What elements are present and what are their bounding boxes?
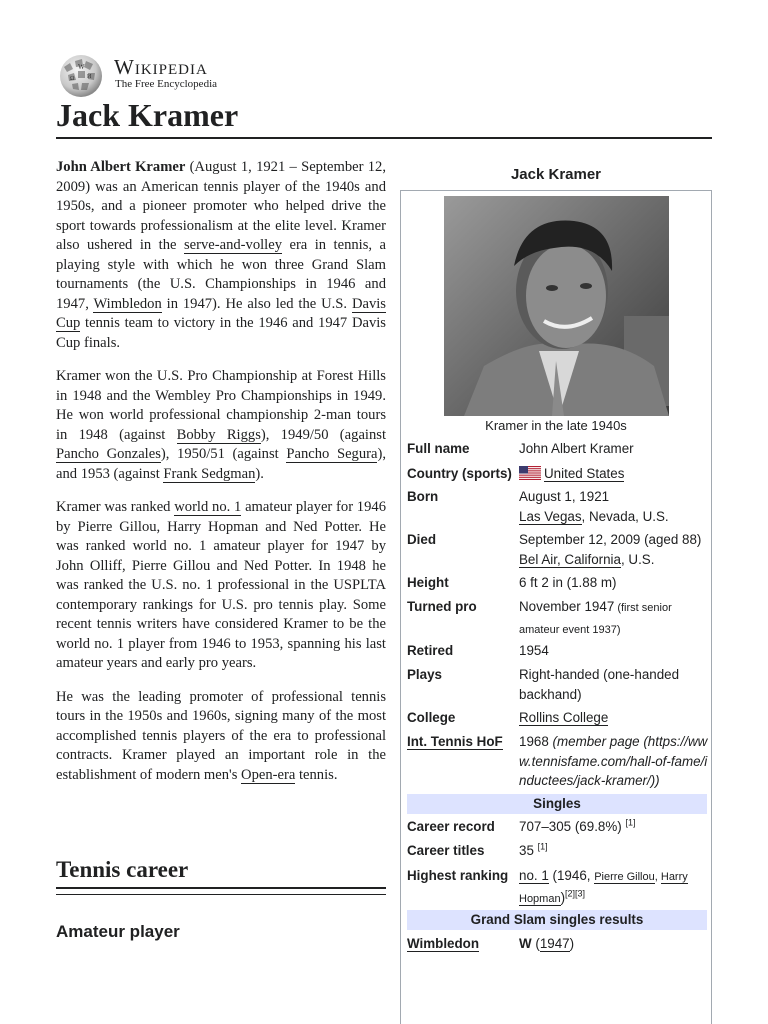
- link-rollins-college[interactable]: Rollins College: [519, 710, 609, 725]
- lead-name: John Albert Kramer: [56, 159, 186, 175]
- section-heading: Tennis career: [56, 857, 189, 882]
- article-body: [56, 158, 386, 799]
- band-grand-slam: Grand Slam singles results: [407, 910, 707, 930]
- wikipedia-globe-logo[interactable]: [56, 53, 106, 99]
- photo-caption: Kramer in the late 1940s: [485, 418, 627, 433]
- paragraph-promoter: He was the leading promoter of professional tennis tours in the 1950s and 1960s, signing many of the most accomplished tennis players of the era to professional contracts. Kramer played an important role in the establishment of modern men's Open-era tennis.: [56, 688, 386, 783]
- link-pancho-segura[interactable]: Pancho Segura: [286, 446, 378, 462]
- site-name: Wikipedia: [114, 55, 208, 79]
- band-singles: Singles: [407, 794, 707, 814]
- infobox: Kramer in the late 1940s Full name John Albert Kramer Country (sports) United States Born August 1, 1921 Las Vegas, Nevada, U.S. Died September 12, 2009 (aged 88) Bel Air, California, U.S. Height 6 ft 2 in (1.88 m) Turned pro November 1947 (first senior amateur event 1937) Retired 1954 Plays Right-handed (one-handed backhand) College Rollins College Int. Tennis HoF 1968 (member page (https://www.tennisfame.com/hall-of-fame/inductees/jack-kramer/)) Singles Career record 707–305 (69.8%) [1] Career titles 35 [1] Highest ranking no. 1 (1946, Pierre Gillou, Harry Hopman)[2][3] Grand Slam singles results Wimbledon W (1947): [400, 190, 712, 1024]
- link-member-page[interactable]: (member page (https://www.tennisfame.com/hall-of-fame/inductees/jack-kramer/)): [519, 734, 708, 788]
- subsection-heading: Amateur player: [56, 922, 180, 941]
- link-open-era[interactable]: Open-era: [241, 766, 296, 783]
- site-tagline: The Free Encyclopedia: [115, 78, 218, 90]
- link-world-no-1[interactable]: world no. 1: [174, 499, 242, 515]
- paragraph-rankings: Kramer was ranked world no. 1 amateur player for 1946 by Pierre Gillou, Harry Hopman and Ned Potter. He was ranked world no. 1 amateur player for 1947 by John Olliff, Pierre Gillou and Ned Potter. In 1948 he was ranked the U.S. no. 1 professional in the USPLTA contemporary rankings for U.S. pro tennis play. Some recent tennis writers have considered Kramer to be the world no. 1 player from 1946 to 1953, spanning his last amateur years and early pro years.: [56, 499, 386, 671]
- link-wimbledon-1947[interactable]: 1947: [539, 936, 570, 951]
- ref-link[interactable]: [1]: [625, 817, 636, 828]
- link-bobby-riggs[interactable]: Bobby Riggs: [176, 426, 261, 443]
- link-wimbledon[interactable]: Wimbledon: [93, 295, 162, 312]
- section-divider: [56, 887, 386, 889]
- link-int-tennis-hof[interactable]: Int. Tennis HoF: [407, 734, 503, 749]
- title-divider: [56, 137, 712, 139]
- lead-paragraph: John Albert Kramer (August 1, 1921 – September 12, 2009) was an American tennis player of the 1940s and 1950s, and a pioneer promoter who helped drive the sport towards professionalism at the elite level. Kramer also ushered in the serve-and-volley era in tennis, a playing style with which he won three Grand Slam tournaments (the U.S. Championships in 1946 and 1947, Wimbledon in 1947). He also led the U.S. Davis Cup tennis team to victory in the 1946 and 1947 Davis Cup finals.: [56, 159, 387, 351]
- section-tennis-career: [56, 855, 386, 895]
- link-serve-and-volley[interactable]: serve-and-volley: [183, 237, 282, 253]
- link-las-vegas[interactable]: Las Vegas: [519, 508, 582, 524]
- link-harry-hopman[interactable]: Harry Hopman: [519, 871, 688, 905]
- wikipedia-wordmark[interactable]: [114, 56, 217, 91]
- ref-link[interactable]: [2][3]: [565, 888, 586, 899]
- link-frank-sedgman[interactable]: Frank Sedgman: [163, 465, 256, 482]
- link-no-1[interactable]: no. 1: [519, 868, 549, 883]
- paragraph-pro-career: Kramer won the U.S. Pro Championship at Forest Hills in 1948 and the Wembley Pro Championships in 1949. He won world professional championship 2-man tours in 1948 (against Bobby Riggs), 1949/50 (against Pancho Gonzales), 1950/51 (against Pancho Segura), and 1953 (against Frank Sedgman).: [56, 368, 387, 482]
- link-pierre-gillou[interactable]: Pierre Gillou: [594, 871, 655, 883]
- us-flag-icon: [519, 466, 541, 480]
- portrait-photo[interactable]: [444, 196, 669, 416]
- section-divider-thin: [56, 894, 386, 895]
- link-davis-cup[interactable]: Davis Cup: [56, 295, 386, 331]
- infobox-caption: Jack Kramer: [510, 166, 602, 183]
- link-united-states[interactable]: United States: [544, 466, 625, 481]
- svg-text:W: W: [78, 63, 85, 71]
- link-bel-air[interactable]: Bel Air, California: [519, 551, 621, 567]
- link-pancho-gonzales[interactable]: Pancho Gonzales: [56, 446, 161, 462]
- svg-text:И: И: [87, 74, 92, 80]
- link-wimbledon-infobox[interactable]: Wimbledon: [407, 936, 480, 951]
- page-title: Jack Kramer: [56, 97, 239, 133]
- ref-link[interactable]: [1]: [537, 841, 548, 852]
- svg-text:Ω: Ω: [70, 76, 75, 82]
